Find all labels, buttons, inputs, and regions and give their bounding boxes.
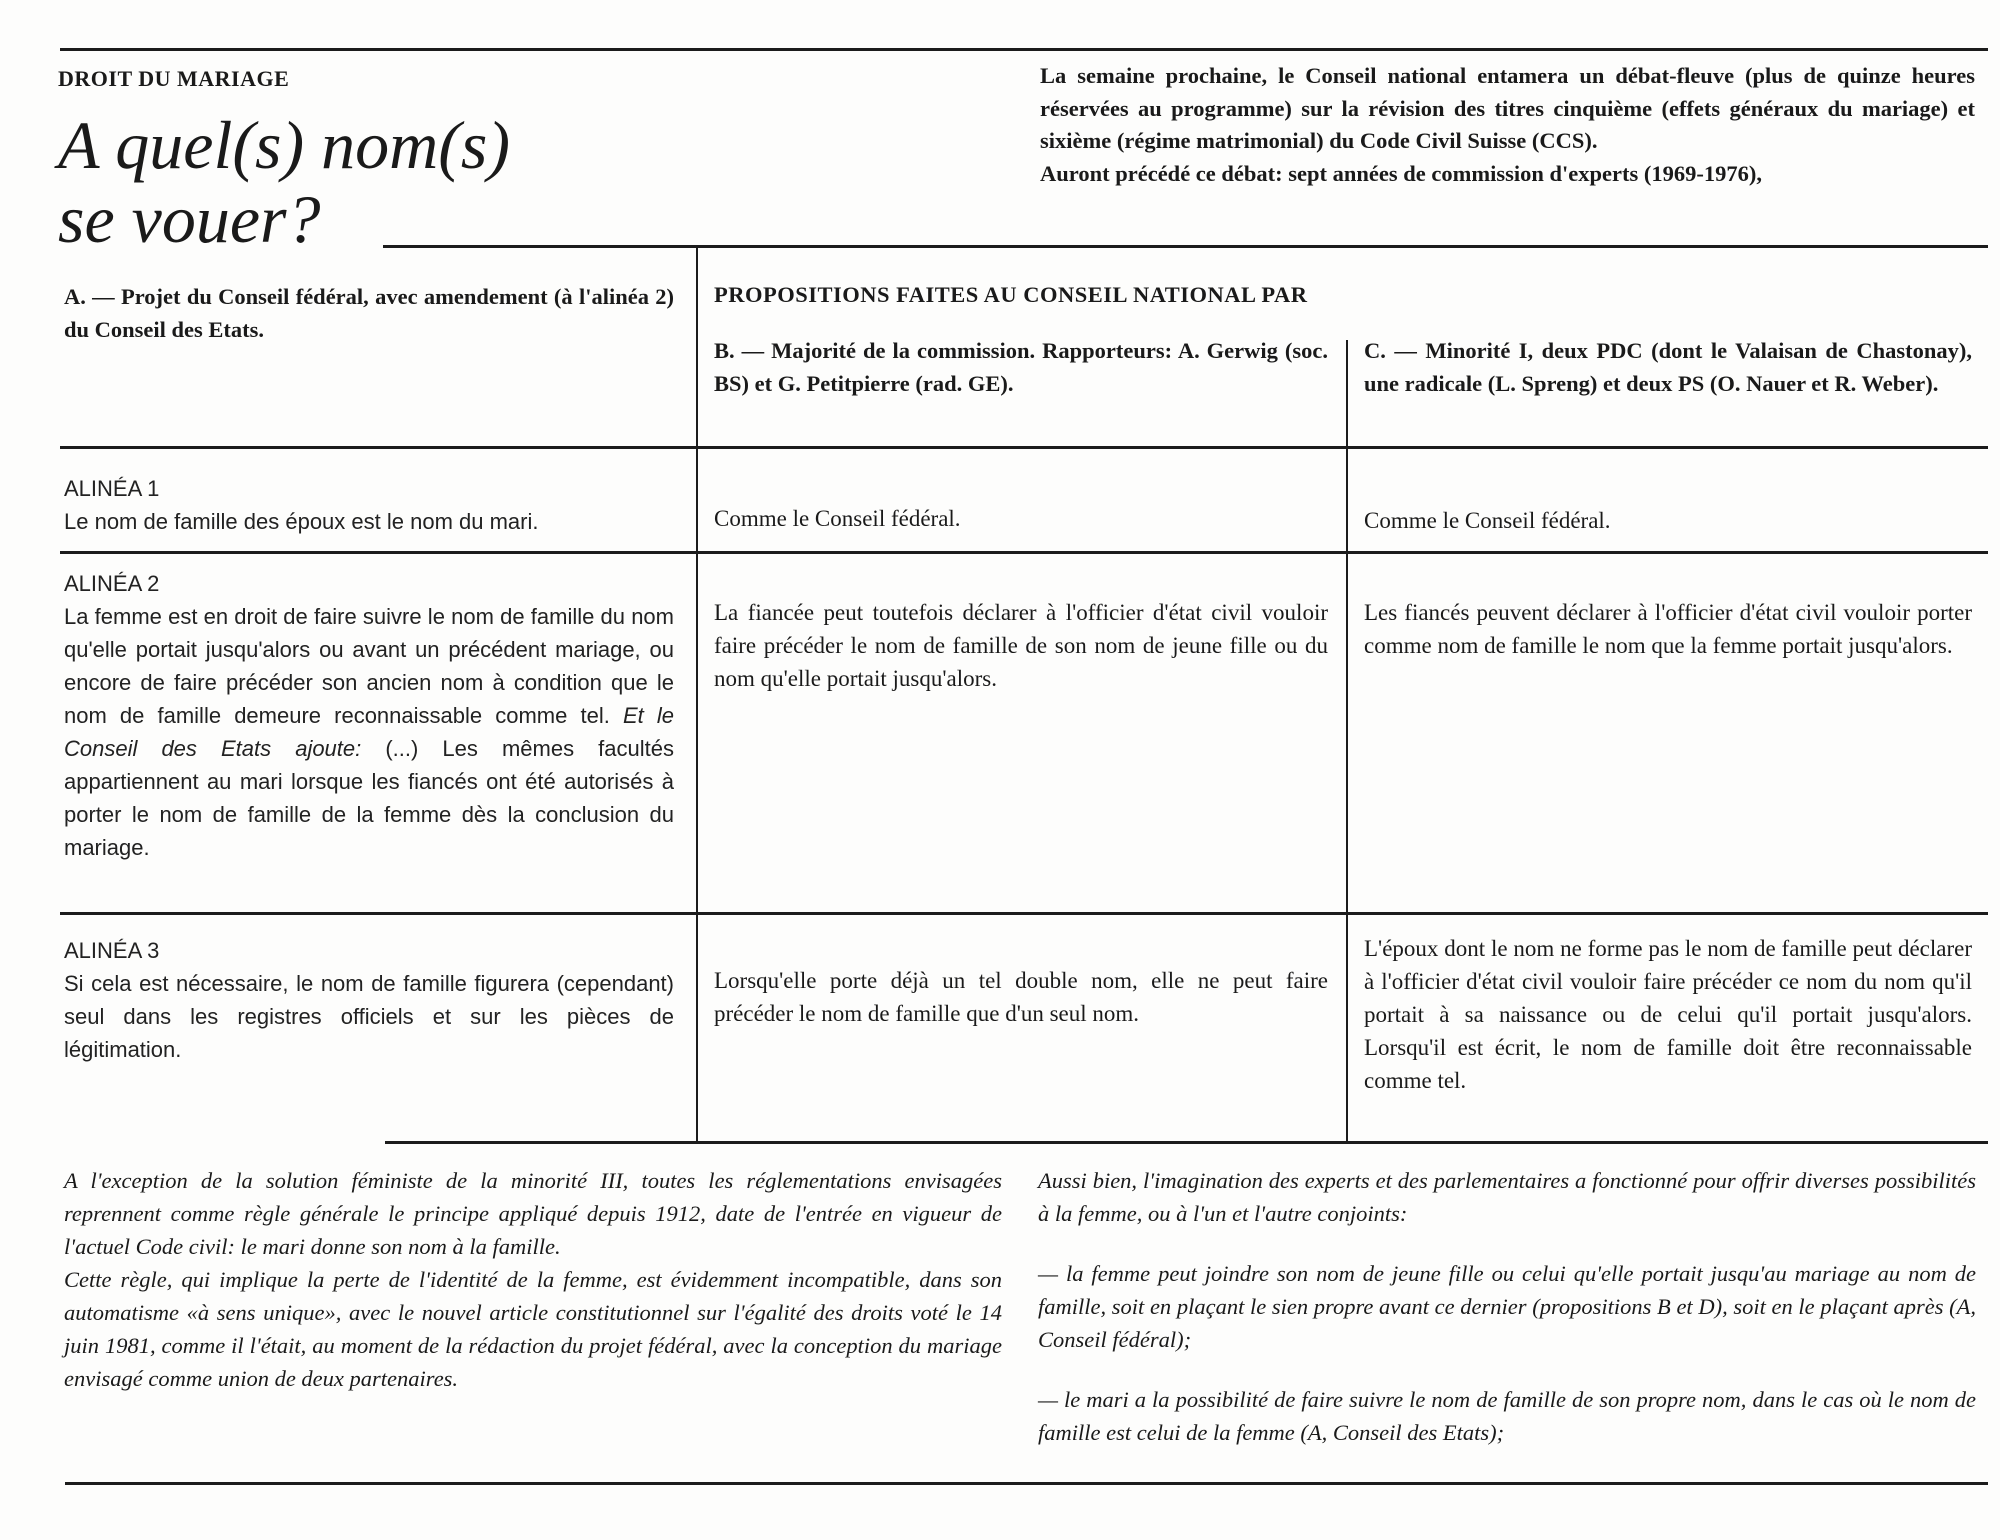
- row-3-col-a: [64, 934, 674, 1066]
- alinea-1-label: ALINÉA 1: [64, 476, 160, 501]
- row-1-col-b: Comme le Conseil fédéral.: [714, 506, 961, 531]
- column-b-header: B. — Majorité de la commission. Rapporteurs: A. Gerwig (soc. BS) et G. Petitpierre (rad. GE).: [714, 338, 1328, 396]
- alinea-3-text-a: Si cela est nécessaire, le nom de famille figurera (cependant) seul dans les registres officiels et sur les pièces de légitimation.: [64, 971, 674, 1062]
- intro-paragraph: [1040, 60, 1975, 190]
- propositions-header: PROPOSITIONS FAITES AU CONSEIL NATIONAL PAR: [714, 282, 1308, 307]
- divider-b-c: [1346, 340, 1348, 1143]
- divider-a-b: [696, 246, 698, 1143]
- top-rule: [60, 48, 1988, 51]
- intro-text-1: La semaine prochaine, le Conseil national entamera un débat-fleuve (plus de quinze heures réservées au programme) sur la révision des titres cinquième (effets généraux du mariage) et sixième (régime matrimonial) du Code Civil Suisse (CCS).: [1040, 63, 1975, 153]
- row-3-col-b: Lorsqu'elle porte déjà un tel double nom, elle ne peut faire précéder le nom de famille que d'un seul nom.: [714, 968, 1328, 1026]
- column-a-header: A. — Projet du Conseil fédéral, avec amendement (à l'alinéa 2) du Conseil des Etats.: [64, 284, 674, 342]
- footer-right-p3: — le mari a la possibilité de faire suivre le nom de famille de son propre nom, dans le cas où le nom de famille est celui de la femme (A, Conseil des Etats);: [1038, 1387, 1976, 1445]
- page-title: [58, 108, 510, 256]
- footer-right-p1: Aussi bien, l'imagination des experts et des parlementaires a fonctionné pour offrir diverses possibilités à la femme, ou à l'un et l'autre conjoints:: [1038, 1168, 1976, 1226]
- row-1-col-a: [64, 472, 674, 538]
- title-line-1: A quel(s) nom(s): [58, 107, 510, 183]
- column-c-header: C. — Minorité I, deux PDC (dont le Valaisan de Chastonay), une radicale (L. Spreng) et deux PS (O. Nauer et R. Weber).: [1364, 338, 1972, 396]
- footer-left: [64, 1164, 1002, 1395]
- row-2-col-a: [64, 567, 674, 864]
- footer-right-p2: — la femme peut joindre son nom de jeune fille ou celui qu'elle portait jusqu'au mariage au nom de famille, soit en plaçant le sien propre avant ce dernier (propositions B et D), soit en le plaçant après (A, Conseil fédéral);: [1038, 1261, 1976, 1352]
- footer-right: [1038, 1164, 1976, 1449]
- row-rule-1: [60, 446, 1988, 449]
- title-line-2: se vouer?: [58, 181, 321, 257]
- alinea-2-italic: Et le Conseil des Etats ajoute:: [64, 703, 674, 761]
- section-kicker: DROIT DU MARIAGE: [58, 66, 290, 91]
- alinea-2-extra: (...) Les mêmes facultés appartiennent au mari lorsque les fiancés ont été autorisés à porter le nom de famille de la femme dès la conclusion du mariage.: [64, 736, 674, 860]
- alinea-1-text-a: Le nom de famille des époux est le nom du mari.: [64, 509, 539, 534]
- footer-left-p2: Cette règle, qui implique la perte de l'identité de la femme, est évidemment incompatible, dans son automatisme «à sens unique», avec le nouvel article constitutionnel sur l'égalité des droits voté le 14 juin 1981, comme il l'était, au moment de la rédaction du projet fédéral, avec la conception du mariage envisagé comme union de deux partenaires.: [64, 1267, 1002, 1391]
- bottom-rule: [65, 1482, 1988, 1485]
- header-rule: [383, 245, 1988, 248]
- row-2-col-c: Les fiancés peuvent déclarer à l'officier d'état civil vouloir porter comme nom de famille le nom que la femme portait jusqu'alors.: [1364, 600, 1972, 658]
- table-bottom-rule: [385, 1141, 1988, 1144]
- alinea-2-label: ALINÉA 2: [64, 571, 160, 596]
- row-2-col-b: La fiancée peut toutefois déclarer à l'officier d'état civil vouloir faire précéder le nom de famille de son nom de jeune fille ou du nom qu'elle portait jusqu'alors.: [714, 600, 1328, 691]
- intro-text-2: Auront précédé ce débat: sept années de commission d'experts (1969-1976),: [1040, 160, 1762, 186]
- row-1-col-c: Comme le Conseil fédéral.: [1364, 508, 1611, 533]
- row-3-col-c: L'époux dont le nom ne forme pas le nom de famille peut déclarer à l'officier d'état civil vouloir faire précéder ce nom du nom qu'il portait à sa naissance ou de celui qu'il portait jusqu'alors. Lorsqu'il est écrit, le nom de famille doit être reconnaissable comme tel.: [1364, 936, 1972, 1093]
- alinea-2-text-a: La femme est en droit de faire suivre le nom de famille du nom qu'elle portait jusqu'alors ou avant un précédent mariage, ou encore de faire précéder son ancien nom à condition que le nom de famille demeure reconnaissable comme tel.: [64, 604, 674, 728]
- alinea-3-label: ALINÉA 3: [64, 938, 160, 963]
- row-rule-2: [60, 551, 1988, 554]
- footer-left-p1: A l'exception de la solution féministe de la minorité III, toutes les réglementations envisagées reprennent comme règle générale le principe appliqué depuis 1912, date de l'entrée en vigueur de l'actuel Code civil: le mari donne son nom à la famille.: [64, 1168, 1002, 1259]
- row-rule-3: [60, 912, 1988, 915]
